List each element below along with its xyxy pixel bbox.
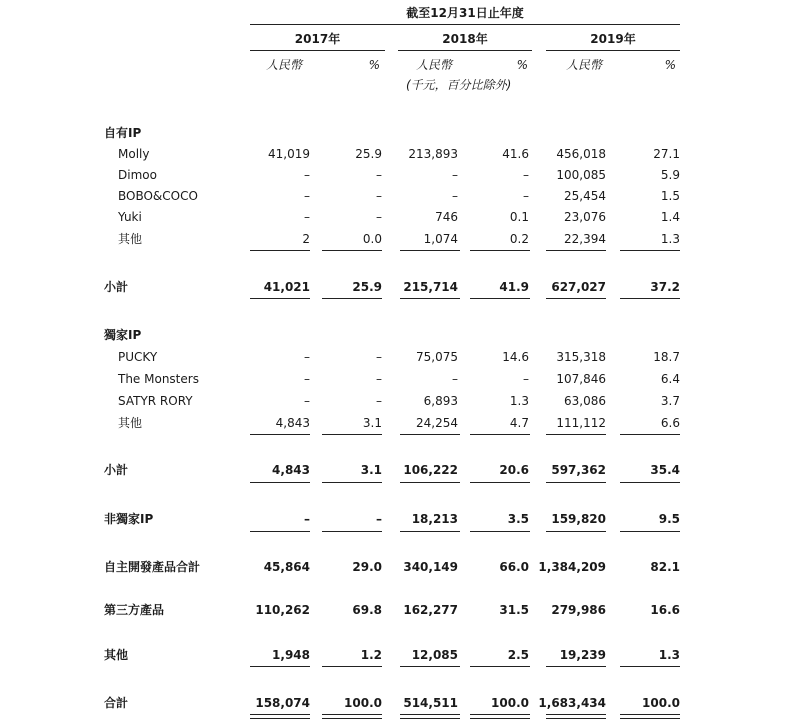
cell: 20.6 [499, 463, 529, 477]
year-2019: 2019年 [590, 32, 636, 46]
cell: 597,362 [551, 463, 606, 477]
rule [470, 250, 530, 251]
cell: 4.7 [509, 416, 529, 430]
cell: 19,239 [559, 648, 606, 662]
rule [322, 298, 382, 299]
cell: 100,085 [556, 168, 606, 182]
cell: 29.0 [352, 560, 382, 574]
row-label: PUCKY [118, 350, 158, 364]
row-label: The Monsters [118, 372, 199, 386]
cell: 2.5 [507, 648, 529, 662]
cell: – [304, 189, 310, 203]
rule [546, 434, 606, 435]
cell: – [523, 189, 529, 203]
cell: 3.5 [507, 512, 529, 526]
row-label: 小計 [104, 463, 129, 477]
rule [546, 298, 606, 299]
cell: 1.3 [509, 394, 529, 408]
rule [620, 666, 680, 667]
row-label: 自主開發產品合計 [104, 560, 201, 574]
rule [322, 434, 382, 435]
rule [400, 434, 460, 435]
cell: 1.2 [360, 648, 382, 662]
double-rule [620, 714, 680, 719]
row-label: BOBO&COCO [118, 189, 198, 203]
cell: 111,112 [556, 416, 606, 430]
row-label: 第三方產品 [104, 603, 165, 617]
cell: 279,986 [551, 603, 606, 617]
rule [470, 298, 530, 299]
cell: 106,222 [403, 463, 458, 477]
cell: 5.9 [660, 168, 680, 182]
cell: – [304, 168, 310, 182]
row-label: Molly [118, 147, 150, 161]
year-2018: 2018年 [442, 32, 488, 46]
unit-rmb-2018: 人民幣 [416, 58, 453, 72]
double-rule [400, 714, 460, 719]
cell: – [376, 210, 382, 224]
rule [250, 482, 310, 483]
row-label: Yuki [118, 210, 142, 224]
unit-pct-2018: % [516, 58, 528, 72]
rule [620, 531, 680, 532]
cell: – [376, 512, 382, 526]
cell: – [304, 372, 310, 386]
unit-rmb-2019: 人民幣 [566, 58, 603, 72]
cell: 18.7 [653, 350, 680, 364]
rule [546, 250, 606, 251]
cell: 25.9 [352, 280, 382, 294]
cell: 4,843 [275, 416, 310, 430]
cell: – [523, 372, 529, 386]
cell: – [523, 168, 529, 182]
row-label: 其他 [104, 648, 129, 662]
cell: 45,864 [263, 560, 310, 574]
cell: 315,318 [556, 350, 606, 364]
unit-rmb-2017: 人民幣 [266, 58, 303, 72]
cell: 514,511 [403, 696, 458, 710]
cell: 6.4 [660, 372, 680, 386]
cell: 627,027 [551, 280, 606, 294]
cell: 158,074 [255, 696, 310, 710]
cell: – [304, 512, 310, 526]
rule [322, 666, 382, 667]
cell: 35.4 [650, 463, 680, 477]
rule [400, 482, 460, 483]
cell: 6.6 [660, 416, 680, 430]
cell: 25.9 [355, 147, 382, 161]
cell: – [452, 168, 458, 182]
rule [250, 666, 310, 667]
cell: 37.2 [650, 280, 680, 294]
row-label: Dimoo [118, 168, 157, 182]
row-label: 其他 [118, 232, 143, 246]
rule [400, 298, 460, 299]
cell: 41,019 [268, 147, 310, 161]
cell: – [304, 350, 310, 364]
row-label: SATYR RORY [118, 394, 193, 408]
cell: 41.9 [499, 280, 529, 294]
year-rule-2017 [250, 50, 385, 51]
rule [250, 250, 310, 251]
rule [470, 482, 530, 483]
cell: 456,018 [556, 147, 606, 161]
cell: 100.0 [642, 696, 680, 710]
row-label: 非獨家IP [104, 512, 154, 526]
cell: – [376, 372, 382, 386]
cell: 75,075 [416, 350, 458, 364]
rule [400, 666, 460, 667]
cell: 0.0 [362, 232, 382, 246]
rule [620, 434, 680, 435]
rule [400, 531, 460, 532]
cell: 110,262 [255, 603, 310, 617]
cell: 2 [302, 232, 310, 246]
cell: 1,074 [423, 232, 458, 246]
cell: 3.1 [362, 416, 382, 430]
cell: 0.2 [509, 232, 529, 246]
double-rule [322, 714, 382, 719]
cell: 27.1 [653, 147, 680, 161]
cell: 41.6 [502, 147, 529, 161]
cell: 0.1 [509, 210, 529, 224]
cell: 3.1 [360, 463, 382, 477]
cell: 1.4 [660, 210, 680, 224]
cell: – [376, 350, 382, 364]
row-label: 其他 [118, 416, 143, 430]
rule [546, 666, 606, 667]
rule [620, 250, 680, 251]
cell: 41,021 [263, 280, 310, 294]
year-2017: 2017年 [294, 32, 341, 46]
rule [546, 531, 606, 532]
cell: 24,254 [416, 416, 458, 430]
cell: 1,683,434 [538, 696, 606, 710]
cell: 340,149 [403, 560, 458, 574]
section-title-own-ip: 自有IP [104, 126, 142, 140]
cell: 69.8 [352, 603, 382, 617]
cell: 9.5 [658, 512, 680, 526]
cell: 746 [435, 210, 458, 224]
unit-note: (千元，百分比除外) [406, 78, 512, 92]
year-rule-2018 [398, 50, 532, 51]
row-label: 合計 [104, 696, 129, 710]
rule [546, 482, 606, 483]
rule [250, 531, 310, 532]
cell: – [452, 372, 458, 386]
cell: 1.5 [660, 189, 680, 203]
header-rule [250, 24, 680, 25]
cell: – [376, 189, 382, 203]
cell: 1,384,209 [538, 560, 606, 574]
cell: 159,820 [551, 512, 606, 526]
cell: – [376, 168, 382, 182]
double-rule [546, 714, 606, 719]
cell: 6,893 [423, 394, 458, 408]
rule [322, 531, 382, 532]
rule [400, 250, 460, 251]
cell: 107,846 [556, 372, 606, 386]
rule [620, 482, 680, 483]
unit-pct-2019: % [664, 58, 676, 72]
rule [250, 298, 310, 299]
rule [620, 298, 680, 299]
cell: 66.0 [499, 560, 529, 574]
cell: – [452, 189, 458, 203]
cell: 16.6 [650, 603, 680, 617]
cell: 25,454 [564, 189, 606, 203]
rule [250, 434, 310, 435]
cell: 4,843 [272, 463, 310, 477]
cell: 82.1 [650, 560, 680, 574]
cell: 14.6 [502, 350, 529, 364]
cell: – [376, 394, 382, 408]
period-header: 截至12月31日止年度 [406, 6, 524, 20]
section-title-exclusive-ip: 獨家IP [104, 328, 142, 342]
rule [322, 250, 382, 251]
cell: 18,213 [411, 512, 458, 526]
cell: 1,948 [272, 648, 310, 662]
cell: – [304, 394, 310, 408]
cell: 63,086 [564, 394, 606, 408]
double-rule [470, 714, 530, 719]
cell: 100.0 [491, 696, 529, 710]
cell: 1.3 [658, 648, 680, 662]
rule [322, 482, 382, 483]
cell: 31.5 [499, 603, 529, 617]
cell: 1.3 [660, 232, 680, 246]
cell: 23,076 [564, 210, 606, 224]
cell: 22,394 [564, 232, 606, 246]
row-label: 小計 [104, 280, 129, 294]
unit-pct-2017: % [368, 58, 380, 72]
year-rule-2019 [546, 50, 680, 51]
cell: 213,893 [408, 147, 458, 161]
double-rule [250, 714, 310, 719]
cell: 12,085 [411, 648, 458, 662]
rule [470, 666, 530, 667]
rule [470, 434, 530, 435]
cell: 162,277 [403, 603, 458, 617]
cell: 100.0 [344, 696, 382, 710]
rule [470, 531, 530, 532]
cell: 3.7 [660, 394, 680, 408]
cell: 215,714 [403, 280, 458, 294]
cell: – [304, 210, 310, 224]
